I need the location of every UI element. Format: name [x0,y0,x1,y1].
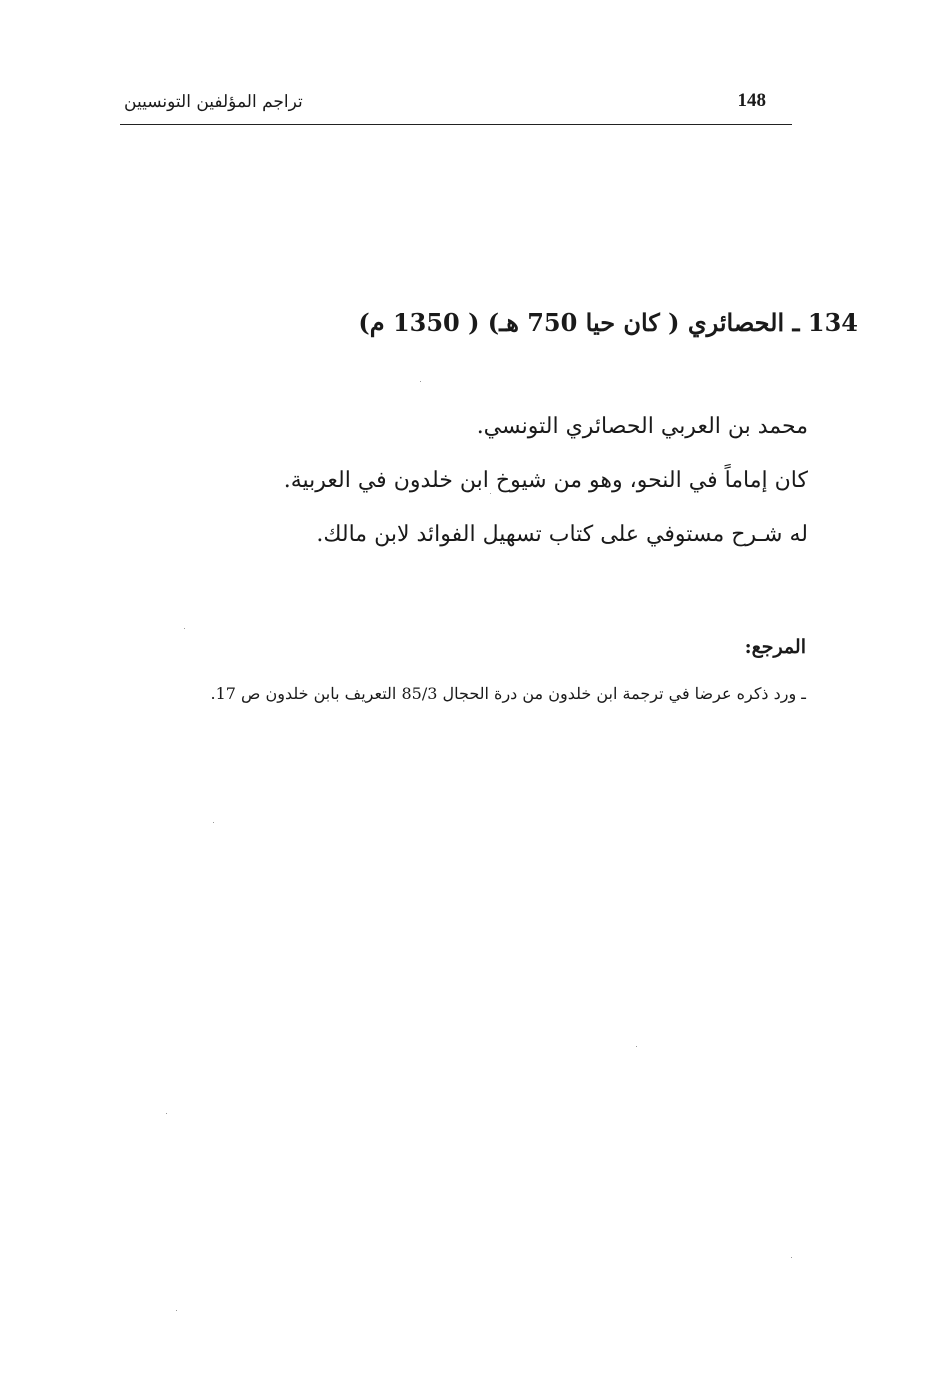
page-header [120,86,792,125]
entry-heading: 134 ـ الحصائري ( كان حيا 750 هـ) ( 1350 م) [358,308,858,337]
references-section [130,630,806,709]
scan-speck [213,822,214,823]
scan-speck [791,1257,792,1258]
scan-speck [490,493,491,494]
entry-line-2: كان إماماً في النحو، وهو من شيوخ ابن خلدون في العربية. [283,468,808,493]
scan-speck [636,1046,637,1047]
references-heading: المرجع: [744,636,806,658]
running-title: تراجم المؤلفين التونسيين [124,92,303,112]
scan-speck [176,1310,177,1311]
entry-line-1: محمد بن العربي الحصائري التونسي. [476,414,808,439]
scan-speck [420,381,421,382]
entry-line-3: له شـرح مستوفي على كتاب تسهيل الفوائد لابن مالك. [316,522,808,547]
scan-speck [166,1113,167,1114]
page-number: 148 [737,90,766,111]
entry-body [248,400,808,562]
reference-item: ـ ورد ذكره عرضا في ترجمة ابن خلدون من درة الحجال 85/3 التعريف بابن خلدون ص 17. [210,684,806,703]
scan-speck [184,628,185,629]
